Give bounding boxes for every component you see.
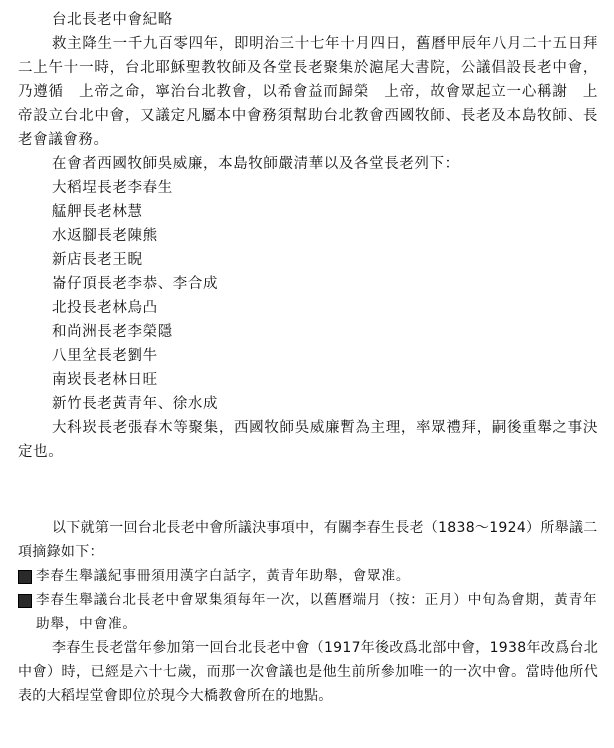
minutes-closing: 大科崁長老張春木等聚集，西國牧師吳威廉暫為主理，率眾禮拜，嗣後重舉之事決定也。: [18, 420, 598, 460]
commentary-body: 李春生長老當年參加第一回台北長老中會（1917年後改爲北部中會，1938年改爲台北中會）時，已經是六十七歲，而那一次會議也是他生前所參加唯一的一次中會。當時他所代表的大稻埕堂會即位於現今大橋教會所在的地點。: [18, 640, 598, 704]
elder-list-item: 和尚洲長老李榮隱: [52, 324, 173, 340]
elder-list-item: 新竹長老黃青年、徐水成: [52, 396, 219, 412]
meeting-minutes: [18, 8, 598, 464]
elder-list-item: 北投長老林烏凸: [52, 300, 158, 316]
square-bullet-icon: [18, 570, 32, 584]
minutes-paragraph-2: 在會者西國牧師吳威廉，本島牧師嚴清華以及各堂長老列下：: [52, 156, 460, 172]
commentary-intro: 以下就第一回台北長老中會所議決事項中，有關李春生長老（1838～1924）所舉議二項摘錄如下：: [18, 520, 598, 560]
square-bullet-icon: [18, 594, 32, 608]
minutes-title: 台北長老中會紀略: [52, 12, 173, 28]
elder-list-item: 新店長老王睨: [52, 252, 143, 268]
elder-list-item: 艋舺長老林慧: [52, 204, 143, 220]
elder-list: [18, 176, 598, 416]
elder-list-item: 崙仔頂長老李恭、李合成: [52, 276, 219, 292]
elder-list-item: 大稻埕長老李春生: [52, 180, 173, 196]
elder-list-item: 水返腳長老陳熊: [52, 228, 158, 244]
resolution-text: 李春生舉議紀事冊須用漢字白話字，黃青年助舉，會眾准。: [36, 568, 411, 584]
resolution-item: [18, 588, 598, 636]
commentary-section: [18, 516, 598, 708]
elder-list-item: 八里坌長老劉牛: [52, 348, 158, 364]
minutes-paragraph-1: 救主降生一千九百零四年，即明治三十七年十月四日，舊曆甲辰年八月二十五日拜二上午十一時，台北耶穌聖教牧師及各堂長老聚集於滬尾大書院，公議倡設長老中會，乃遵循 上帝之命，寧治台北教會，以希會益而歸榮 上帝，故會眾起立一心稱謝 上帝設立台北中會，又議定凡屬本中會務須幫助台北教會西國牧師、長老及本島牧師、長老會議會務。: [18, 36, 598, 148]
resolution-text: 李春生舉議台北長老中會眾集須每年一次，以舊曆端月（按：正月）中旬為會期，黃青年助舉，中會准。: [36, 592, 598, 632]
resolution-item: [18, 564, 598, 588]
elder-list-item: 南崁長老林日旺: [52, 372, 158, 388]
